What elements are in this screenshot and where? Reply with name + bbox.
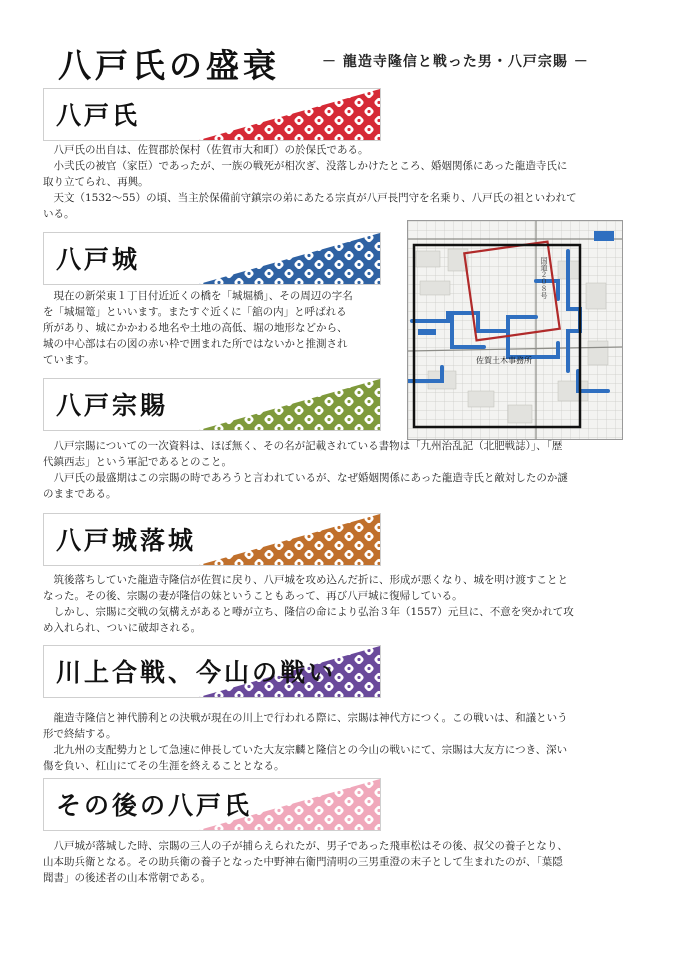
- text-line: 筑後落ちしていた龍造寺隆信が佐賀に戻り、八戸城を攻め込んだ折に、形成が悪くなり、城を明け渡すことと: [43, 574, 568, 586]
- map-graphic: [408, 221, 622, 439]
- text-line: 代鎮西志」という軍記であるとのこと。: [43, 456, 232, 468]
- section-text-battles: [43, 710, 568, 774]
- banner-pattern-band: [199, 514, 380, 565]
- text-line: 所があり、城にかかわる地名や土地の高低、堀の地形などから、: [43, 322, 348, 334]
- banner-pattern-band: [199, 89, 380, 140]
- text-line: 八戸氏の出自は、佐賀郡於保村（佐賀市大和町）の於保氏である。: [43, 144, 369, 156]
- section-banner-hachinohe-clan: [43, 88, 381, 141]
- section-heading: 八戸城落城: [56, 526, 197, 555]
- text-line: を「城堀篭」といいます。またすぐ近くに「舘の内」と呼ばれる: [43, 306, 347, 318]
- section-text-hachinohe-castle: [43, 288, 353, 368]
- text-line: 山本助兵衛となる。その助兵衛の養子となった中野神右衛門清明の三男重澄の末子として生まれたのが、「葉隠: [43, 856, 563, 868]
- text-line: め入れられ、ついに破却される。: [43, 622, 202, 634]
- text-line: なった。その後、宗賜の妻が隆信の妹ということもあって、再び八戸城に復帰している。: [43, 590, 463, 602]
- section-banner-munetaka: [43, 378, 381, 431]
- page-title: 八戸氏の盛衰: [58, 46, 280, 85]
- section-heading: 八戸宗賜: [56, 391, 169, 420]
- text-line: 現在の新栄東１丁目付近近くの橋を「城堀橋」、その周辺の字名: [43, 290, 353, 302]
- text-line: しかし、宗賜に交戦の気構えがあると噂が立ち、隆信の命により弘治３年（1557）元旦に、不意を突かれて攻: [43, 606, 574, 618]
- text-line: 城の中心部は右の図の赤い枠で囲まれた所ではないかと推測され: [43, 338, 348, 350]
- text-line: 八戸宗賜についての一次資料は、ほぼ無く、その名が記載されている書物は「九州治乱記（北肥戦誌）」、「歴: [43, 440, 563, 452]
- text-line: 八戸城が落城した時、宗賜の三人の子が捕らえられたが、男子であった飛車松はその後、叔父の養子となり、: [43, 840, 568, 852]
- text-line: 小弐氏の被官（家臣）であったが、一族の戦死が相次ぎ、没落しかけたところ、婚姻関係にあった龍造寺氏に: [43, 160, 568, 172]
- section-banner-hachinohe-castle: [43, 232, 381, 285]
- section-heading: 八戸氏: [56, 101, 141, 130]
- section-text-castle-fall: [43, 572, 574, 636]
- text-line: 天文（1532～55）の頃、当主於保備前守鎮宗の弟にあたる宗貞が八戸長門守を名乗り、八戸氏の祖といわれて: [43, 192, 577, 204]
- section-banner-castle-fall: [43, 513, 381, 566]
- text-line: のままである。: [43, 488, 117, 500]
- castle-map-figure: [407, 220, 623, 440]
- text-line: 傷を負い、杠山にてその生涯を終えることとなる。: [43, 760, 285, 772]
- text-line: 八戸氏の最盛期はこの宗賜の時であろうと言われているが、なぜ婚姻関係にあった龍造寺氏と敵対したのか謎: [43, 472, 568, 484]
- text-line: 聞書」の後述者の山本常朝である。: [43, 872, 211, 884]
- section-heading: 川上合戦、今山の戦い: [56, 658, 337, 687]
- banner-pattern-band: [199, 379, 380, 430]
- section-text-aftermath: [43, 838, 568, 886]
- page-subtitle: － 龍造寺隆信と戦った男・八戸宗賜 －: [322, 54, 589, 70]
- text-line: 龍造寺隆信と神代勝利との決戦が現在の川上で行われる際に、宗賜は神代方につく。この戦いは、和議という: [43, 712, 568, 724]
- section-text-munetaka: [43, 438, 568, 502]
- office-label: 佐賀土木事務所: [476, 356, 532, 365]
- section-text-hachinohe-clan: [43, 142, 577, 222]
- road-label: 国道２０８号: [540, 257, 548, 299]
- section-heading: その後の八戸氏: [56, 791, 253, 820]
- section-banner-battles: [43, 645, 381, 698]
- section-banner-aftermath: [43, 778, 381, 831]
- text-line: 形で終結する。: [43, 728, 117, 740]
- text-line: ています。: [43, 354, 95, 366]
- text-line: 取り立てられ、再興。: [43, 176, 149, 188]
- banner-pattern-band: [199, 233, 380, 284]
- text-line: いる。: [43, 208, 75, 220]
- section-heading: 八戸城: [56, 245, 141, 274]
- text-line: 北九州の支配勢力として急速に伸長していた大友宗麟と隆信との今山の戦いにて、宗賜は大友方につき、深い: [43, 744, 568, 756]
